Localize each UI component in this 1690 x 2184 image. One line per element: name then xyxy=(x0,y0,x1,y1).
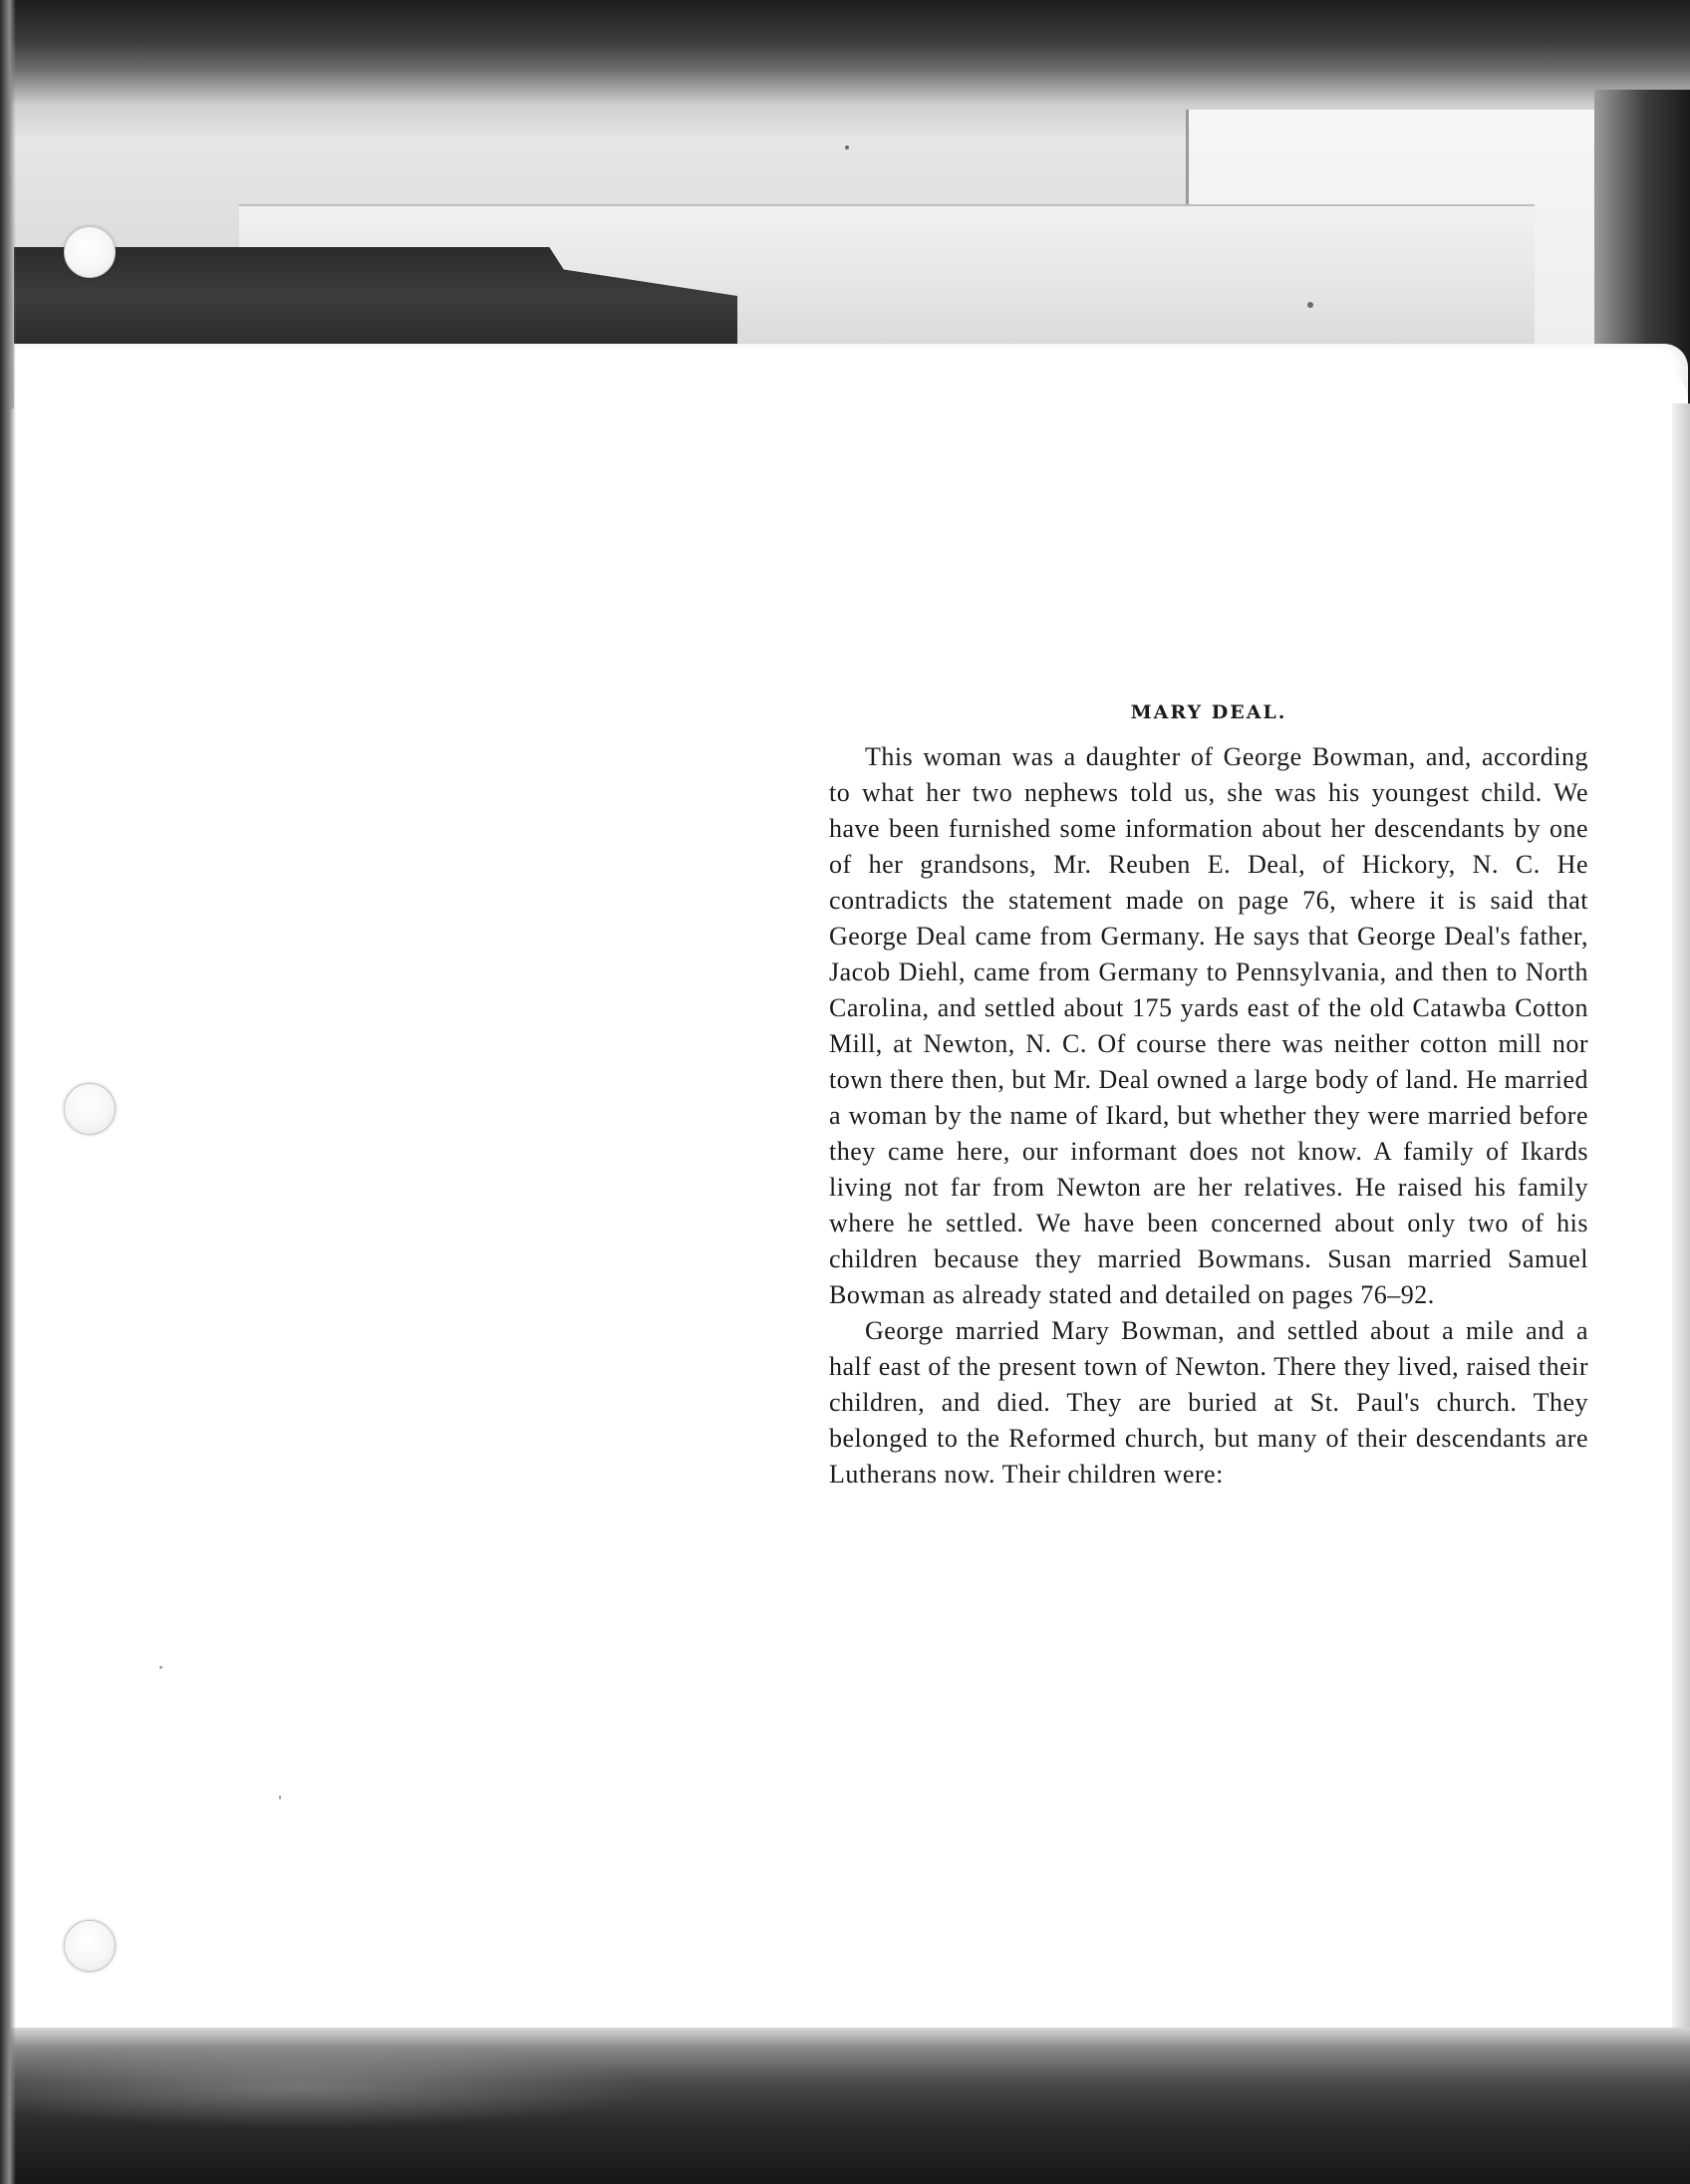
page-right-edge xyxy=(1672,404,1690,2048)
section-heading: MARY DEAL. xyxy=(1130,701,1287,723)
punch-hole-bottom xyxy=(64,1920,116,1972)
text-column xyxy=(829,678,1588,1493)
scan-bottom-shadow xyxy=(0,2028,1690,2184)
punch-hole-middle xyxy=(64,1083,116,1135)
page-sheet-top-edge xyxy=(735,371,1688,430)
body-paragraph: This woman was a daughter of George Bowman, and, according to what her two nephews told us, she was his youngest child. We have been furnished some information about her descendants by one of her grandsons, Mr. Reuben E. Deal, of Hickory, N. C. He contradicts the statement made on page 76, where it is said that George Deal came from Germany. He says that George Deal's father, Jacob Diehl, came from Germany to Pennsylvania, and then to North Carolina, and settled about 175 yards east of the old Catawba Cotton Mill, at Newton, N. C. Of course there was neither cotton mill nor town there then, but Mr. Deal owned a large body of land. He married a woman by the name of Ikard, but whether they were married before they came here, our informant does not know. A family of Ikards living not far from Newton are her relatives. He raised his family where he settled. We have been concerned about only two of his children because they married Bowmans. Susan married Samuel Bowman as already stated and detailed on pages 76–92. xyxy=(829,742,1588,1309)
body-paragraph: George married Mary Bowman, and settled about a mile and a half east of the present town of Newton. There they lived, raised their children, and died. They are buried at St. Paul's church. They belonged to the Reformed church, but many of their descendants are Lutherans now. Their children were: xyxy=(829,1316,1588,1489)
scan-speck xyxy=(1307,302,1313,308)
punch-hole-top xyxy=(64,226,116,278)
scan-speck xyxy=(159,1666,162,1669)
scan-speck xyxy=(279,1795,281,1799)
scan-left-edge xyxy=(0,0,16,2184)
scan-speck xyxy=(845,145,849,149)
